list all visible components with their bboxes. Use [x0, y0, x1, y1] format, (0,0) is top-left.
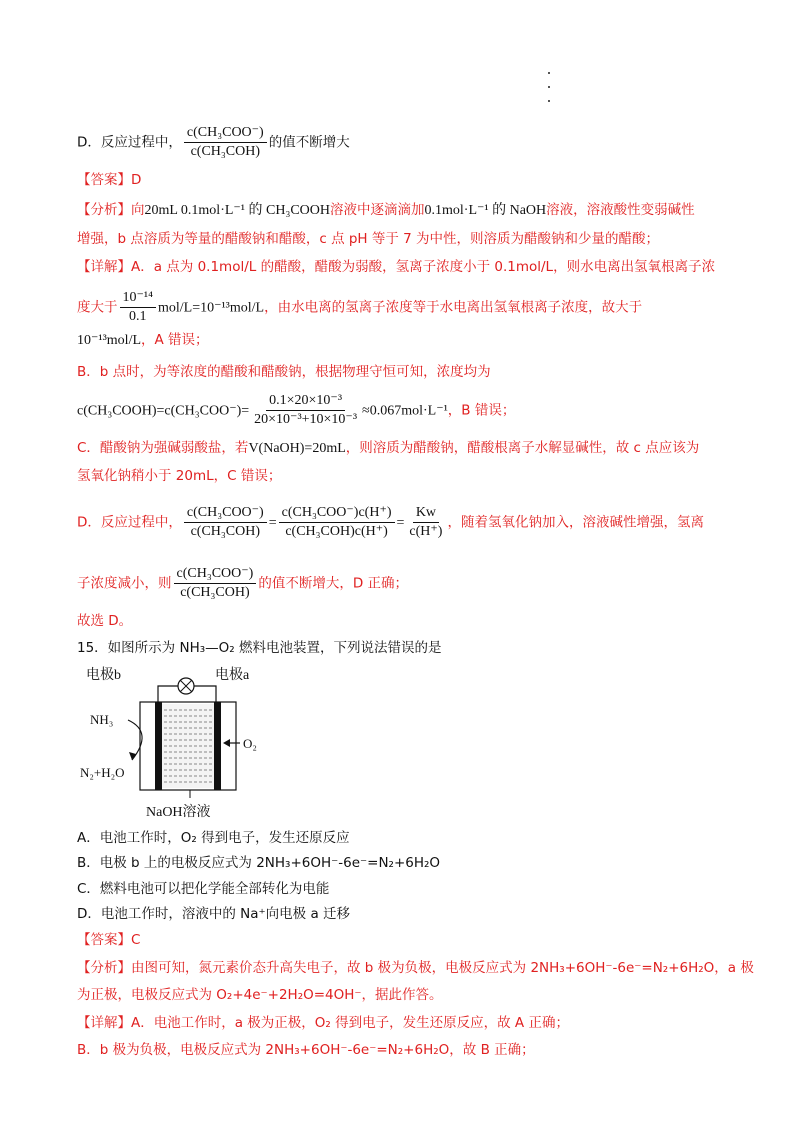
- wire-left: [158, 686, 178, 702]
- d-fraction-3: $\frac{Kw}{c(H^+)}$: [409, 505, 443, 539]
- option-b: B．电极 b 上的电极反应式为 2NH₃+6OH⁻-6e⁻=N₂+6H₂O: [77, 855, 441, 871]
- analysis-line-1: 【分析】向20mL 0.1mol·L⁻¹ 的 CH₃COOH溶液中逐滴滴加0.1mol·L⁻¹ 的 NaOH溶液，溶液酸性变弱碱性: [77, 202, 695, 218]
- products-label: N₂+H₂O: [80, 765, 125, 780]
- detail-b-line-1: B．b 点时，为等浓度的醋酸和醋酸钠，根据物理守恒可知，浓度均为: [77, 364, 491, 380]
- analysis-tag-2: 【分析】: [77, 960, 131, 976]
- detail-d-line-2: 子浓度减小，则 $\frac{\text{c(CH₃COO⁻)}}{\text{c(CH₃COH)}}$ 的值不断增大，D 正确；: [77, 566, 409, 600]
- detail-c-line-2: 氢氧化钠稍小于 20mL，C 错误；: [77, 468, 282, 484]
- o2-label: O₂: [243, 736, 257, 751]
- answer-tag-2: 【答案】: [77, 932, 131, 948]
- nh3-label: NH₃: [90, 712, 114, 727]
- question-15-stem: 15．如图所示为 NH₃—O₂ 燃料电池装置，下列说法错误的是: [77, 640, 442, 656]
- ratio-fraction: $\frac{\text{c(CH₃COO⁻)}}{\text{c(CH₃COH)}}$: [184, 124, 267, 161]
- option-d-previous: [77, 124, 350, 161]
- d-fraction-1: $\frac{\text{c(CH₃COO⁻)}}{\text{c(CH₃COH)}}$: [184, 504, 267, 541]
- d-fraction-4: $\frac{\text{c(CH₃COO⁻)}}{\text{c(CH₃COH)}}$: [174, 565, 257, 602]
- bulb-icon: [178, 678, 194, 694]
- margin-dots: [548, 72, 550, 114]
- analysis2-line-1: 【分析】由图可知，氮元素价态升高失电子，故 b 极为负极，电极反应式为 2NH₃+6OH⁻-6e⁻=N₂+6H₂O，a 极: [77, 960, 754, 976]
- detail-tag: 【详解】: [77, 259, 131, 275]
- detail2-line-1: 【详解】A．电池工作时，a 极为正极，O₂ 得到电子，发生还原反应，故 A 正确；: [77, 1015, 569, 1031]
- detail-b-line-2: c(CH₃COOH)=c(CH₃COO⁻)= $\frac{\text{0.1×20×10⁻³}}{\text{20×10⁻³+10×10⁻³}}$ ≈0.067mol·L⁻¹，B 错误；: [77, 393, 516, 427]
- electrolyte-region: [162, 704, 214, 788]
- answer-line-1: [77, 170, 141, 190]
- concentration-fraction: $\frac{\text{0.1×20×10⁻³}}{\text{20×10⁻³+10×10⁻³}}$: [254, 393, 358, 427]
- answer-value: D: [131, 172, 142, 188]
- answer-tag: 【答案】: [77, 172, 131, 188]
- electrode-a-label: 电极a: [215, 668, 250, 683]
- electrode-a: [214, 702, 221, 790]
- option-d-suffix: 的值不断增大: [268, 134, 350, 151]
- option-d: D．电池工作时，溶液中的 Na⁺向电极 a 迁移: [77, 906, 351, 922]
- electrode-b-label: 电极b: [86, 668, 121, 683]
- electrode-b: [155, 702, 162, 790]
- answer-line-2: [77, 930, 140, 950]
- analysis-tag: 【分析】: [77, 202, 131, 218]
- solution-label: NaOH溶液: [146, 805, 211, 820]
- option-d-prefix: D．反应过程中，: [77, 134, 182, 151]
- fuel-cell-diagram: [80, 664, 280, 824]
- wire-right: [194, 686, 216, 702]
- detail-tag-2: 【详解】: [77, 1015, 131, 1031]
- detail-d-line-1: D．反应过程中， $\frac{\text{c(CH₃COO⁻)}}{\text{c(CH₃COH)}}$ = $\frac{\text{c(CH₃COO⁻)c(H⁺)}}{\text{c(CH₃COH)c(H⁺)}}$ = $\frac{Kw}{c(H^+)}$ ，随着氢氧化钠加入，溶液碱性增强，氢离: [77, 505, 704, 539]
- analysis-line-2: 增强，b 点溶质为等量的醋酸钠和醋酸，c 点 pH 等于 7 为中性，则溶质为醋酸钠和少量的醋酸；: [77, 231, 660, 247]
- answer-value-2: C: [131, 932, 141, 948]
- detail-a-line-3: 10⁻¹³mol/L，A 错误；: [77, 332, 209, 348]
- detail-c-line-1: C．醋酸钠为强碱弱酸盐，若V(NaOH)=20mL，则溶质为醋酸钠，醋酸根离子水解显碱性，故 c 点应该为: [77, 440, 700, 456]
- analysis2-line-2: 为正极，电极反应式为 O₂+4e⁻+2H₂O=4OH⁻，据此作答。: [77, 987, 443, 1003]
- detail-a-line-2: 度大于 $\frac{\text{10⁻¹⁴}}{0.1}$ mol/L=10⁻¹³mol/L，由水电离的氢离子浓度等于水电离出氢氧根离子浓度，故大于: [77, 290, 643, 324]
- detail-a-line-1: 【详解】A．a 点为 0.1mol/L 的醋酸，醋酸为弱酸，氢离子浓度小于 0.1mol/L，则水电离出氢氧根离子浓: [77, 259, 716, 275]
- conclusion: 故选 D。: [77, 613, 133, 629]
- detail2-line-2: B．b 极为负极，电极反应式为 2NH₃+6OH⁻-6e⁻=N₂+6H₂O，故 B 正确；: [77, 1042, 535, 1058]
- d-fraction-2: $\frac{\text{c(CH₃COO⁻)c(H⁺)}}{\text{c(CH₃COH)c(H⁺)}}$: [279, 504, 395, 541]
- option-c: C．燃料电池可以把化学能全部转化为电能: [77, 881, 330, 897]
- kw-fraction: $\frac{\text{10⁻¹⁴}}{0.1}$: [120, 289, 156, 326]
- option-a: A．电池工作时，O₂ 得到电子，发生还原反应: [77, 830, 350, 846]
